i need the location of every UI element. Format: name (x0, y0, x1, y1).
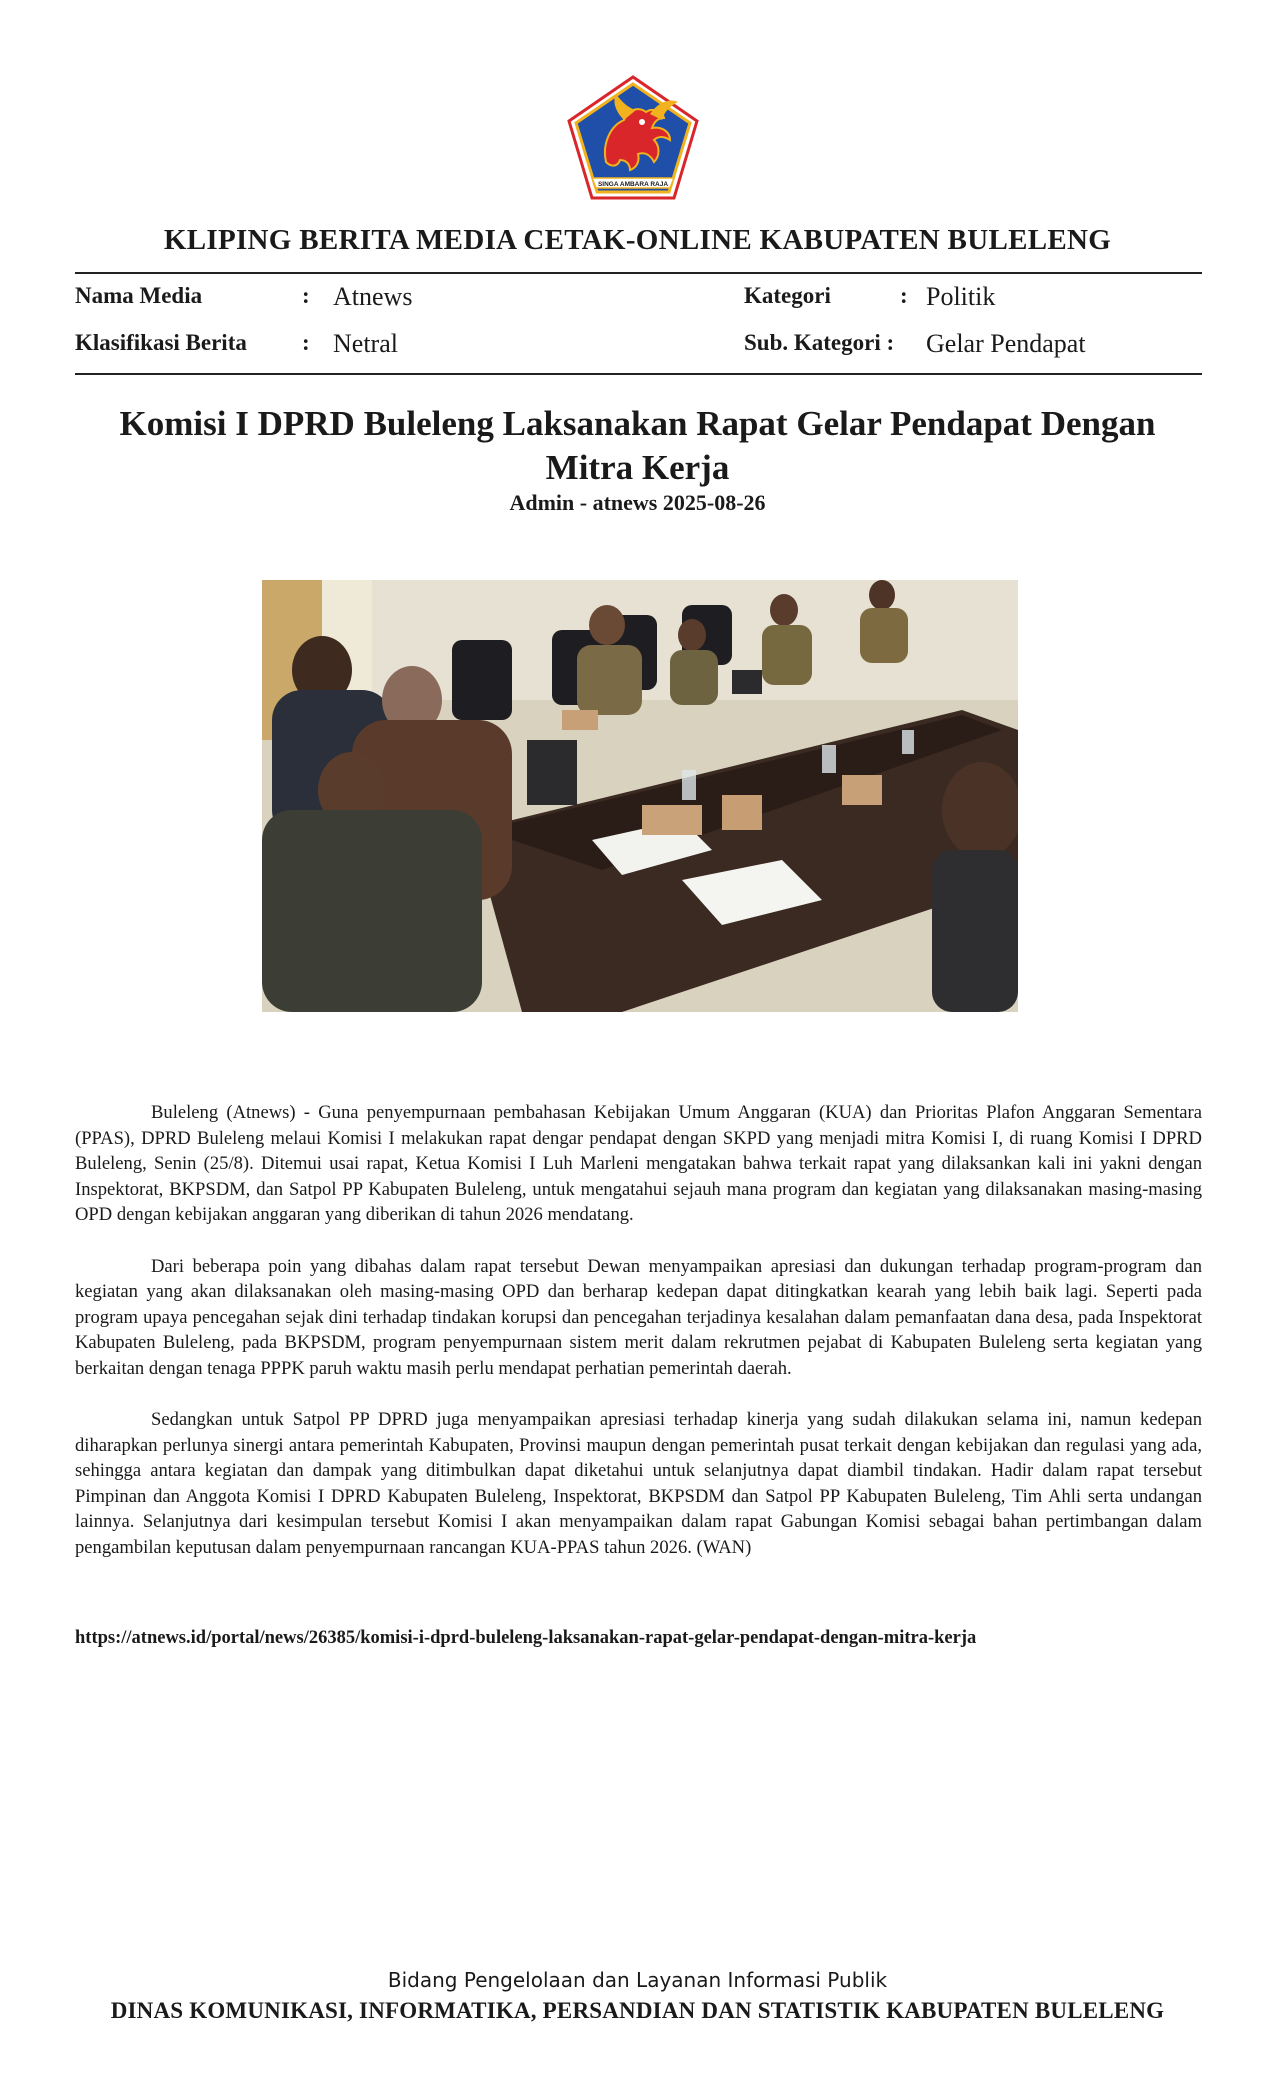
nama-media-colon: : (302, 283, 310, 308)
article-body (75, 1100, 1202, 1586)
nama-media-label: Nama Media (75, 283, 203, 308)
meeting-photo-icon (262, 580, 1018, 1012)
article-paragraph-2: Dari beberapa poin yang dibahas dalam rapat tersebut Dewan menyampaikan apresiasi dan dukungan terhadap program-program dan kegiatan yang akan dilaksanakan oleh masing-masing OPD dan berharap kedepan dapat ditingkatkan kearah yang lebih baik lagi. Seperti pada program upaya pencegahan sejak dini terhadap tindakan korupsi dan pencegahan terjadinya kesalahan dalam pemanfaatan dana desa, pada Inspektorat Kabupaten Buleleng, pada BKPSDM, program penyempurnaan sistem merit dalam rekrutmen pejabat di Kabupaten Buleleng serta kegiatan yang berkaitan dengan tenaga PPPK paruh waktu masih perlu mendapat perhatian pemerintah daerah. (75, 1255, 1202, 1379)
article-paragraph-1: Buleleng (Atnews) - Guna penyempurnaan pembahasan Kebijakan Umum Anggaran (KUA) dan Prioritas Plafon Anggaran Sementara (PPAS), DPRD Buleleng melaui Komisi I melakukan rapat dengar pendapat dengan SKPD yang menjadi mitra Komisi I, di ruang Komisi I DPRD Buleleng, Senin (25/8). Ditemui usai rapat, Ketua Komisi I Luh Marleni mengatakan bahwa terkait rapat yang dilaksankan kali ini yakni dengan Inspektorat, BKPSDM, dan Satpol PP Kabupaten Buleleng, untuk mengatahui sejauh mana program dan kegiatan yang dilaksanakan masing-masing OPD dengan kebijakan anggaran yang diberikan di tahun 2026 mendatang. (75, 1102, 1202, 1225)
klasifikasi-label: Klasifikasi Berita (75, 330, 247, 355)
kategori-colon: : (900, 283, 908, 308)
sub-kategori-label: Sub. Kategori : (744, 330, 895, 355)
klasifikasi-value: Netral (333, 329, 398, 358)
article-headline: Komisi I DPRD Buleleng Laksanakan Rapat Gelar Pendapat Dengan Mitra Kerja (119, 404, 1156, 487)
footer-organization: DINAS KOMUNIKASI, INFORMATIKA, PERSANDIAN DAN STATISTIK KABUPATEN BULELENG (110, 1998, 1165, 2023)
article-paragraph-3: Sedangkan untuk Satpol PP DPRD juga menyampaikan apresiasi terhadap kinerja yang sudah dilakukan selama ini, namun kedepan diharapkan perlunya sinergi antara pemerintah Kabupaten, Provinsi maupun dengan pemerintah pusat terkait dengan kebijakan dan regulasi yang ada, sehingga antara kegiatan dan dampak yang ditimbulkan dapat diketahui untuk selanjutnya dapat diambil tindakan. Hadir dalam rapat tersebut Pimpinan dan Anggota Komisi I DPRD Kabupaten Buleleng, Inspektorat, BKPSDM dan Satpol PP Kabupaten Buleleng, Tim Ahli serta undangan lainnya. Selanjutnya dari kesimpulan tersebut Komisi I akan menyampaikan dalam rapat Gabungan Komisi sebagai bahan pertimbangan dalam pengambilan keputusan dalam penyempurnaan rancangan KUA-PPAS tahun 2026. (WAN) (75, 1409, 1202, 1558)
klasifikasi-colon: : (302, 330, 310, 355)
footer-unit: Bidang Pengelolaan dan Layanan Informasi Publik (387, 1968, 888, 1992)
article-byline: Admin - atnews 2025-08-26 (509, 490, 766, 515)
emblem-motto: SINGA AMBARA RAJA (597, 181, 669, 188)
sub-kategori-value: Gelar Pendapat (926, 329, 1086, 358)
source-url-link[interactable]: https://atnews.id/portal/news/26385/komisi-i-dprd-buleleng-laksanakan-rapat-gelar-pendapat-dengan-mitra-kerja (75, 1628, 977, 1648)
nama-media-value: Atnews (333, 282, 413, 311)
kategori-value: Politik (926, 282, 996, 311)
meeting-photo (262, 580, 1018, 1012)
kategori-label: Kategori (744, 283, 831, 308)
header-rule-bottom (75, 373, 1202, 375)
header-rule-top (75, 272, 1202, 274)
singa-ambara-raja-emblem-icon (566, 74, 700, 202)
document-title: KLIPING BERITA MEDIA CETAK-ONLINE KABUPATEN BULELENG (163, 224, 1112, 256)
